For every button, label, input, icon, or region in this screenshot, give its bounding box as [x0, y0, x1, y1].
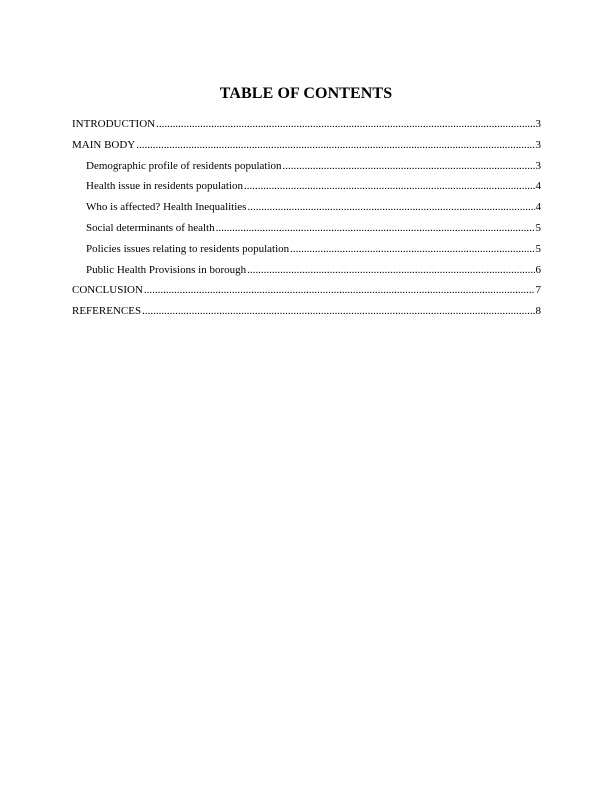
toc-entry-policies-issues[interactable]	[72, 242, 541, 263]
toc-page-number[interactable]: 3	[535, 159, 541, 172]
toc-entry-references[interactable]	[72, 304, 541, 325]
toc-entry-health-inequalities[interactable]	[72, 200, 541, 221]
toc-page-number[interactable]: 5	[535, 242, 541, 255]
toc-entry-text[interactable]: Health issue in residents population	[86, 180, 244, 193]
toc-dot-leader	[142, 304, 534, 318]
toc-page-number[interactable]: 4	[535, 180, 541, 193]
toc-heading: TABLE OF CONTENTS	[219, 85, 393, 102]
toc-page-number[interactable]: 7	[535, 284, 541, 297]
toc-entry-text[interactable]: Demographic profile of residents population	[86, 159, 282, 172]
toc-entry-text[interactable]: Public Health Provisions in borough	[86, 263, 247, 276]
toc-page-number[interactable]: 4	[535, 201, 541, 214]
toc-page-number[interactable]: 6	[535, 263, 541, 276]
toc-dot-leader	[144, 283, 535, 297]
toc-entry-conclusion[interactable]	[72, 283, 541, 304]
toc-entry-text[interactable]: Social determinants of health	[86, 221, 215, 234]
toc-entry-health-issue[interactable]	[72, 179, 541, 200]
toc-page-number[interactable]: 5	[535, 221, 541, 234]
toc-entry-demographic-profile[interactable]	[72, 159, 541, 180]
toc-page-number[interactable]: 3	[535, 118, 541, 130]
toc-dot-leader	[136, 138, 534, 152]
toc-entry-social-determinants[interactable]	[72, 221, 541, 242]
toc-dot-leader	[283, 159, 535, 173]
toc-list	[72, 117, 541, 325]
toc-entry-introduction[interactable]	[72, 117, 541, 138]
toc-page-number[interactable]: 3	[535, 138, 541, 151]
toc-entry-text[interactable]: Policies issues relating to residents population	[86, 242, 290, 255]
toc-dot-leader	[156, 117, 534, 131]
toc-entry-text[interactable]: INTRODUCTION	[72, 118, 156, 130]
toc-entry-main-body[interactable]	[72, 138, 541, 159]
toc-dot-leader	[247, 263, 534, 277]
toc-dot-leader	[244, 179, 534, 193]
toc-entry-text[interactable]: MAIN BODY	[72, 138, 136, 151]
toc-entry-text[interactable]: REFERENCES	[72, 305, 142, 318]
toc-entry-public-health-provisions[interactable]	[72, 263, 541, 284]
toc-dot-leader	[247, 200, 534, 214]
toc-page-number[interactable]: 8	[535, 305, 541, 318]
toc-dot-leader	[290, 242, 534, 256]
toc-entry-text[interactable]: Who is affected? Health Inequalities	[86, 201, 247, 214]
toc-dot-leader	[216, 221, 535, 235]
toc-entry-text[interactable]: CONCLUSION	[72, 284, 143, 297]
